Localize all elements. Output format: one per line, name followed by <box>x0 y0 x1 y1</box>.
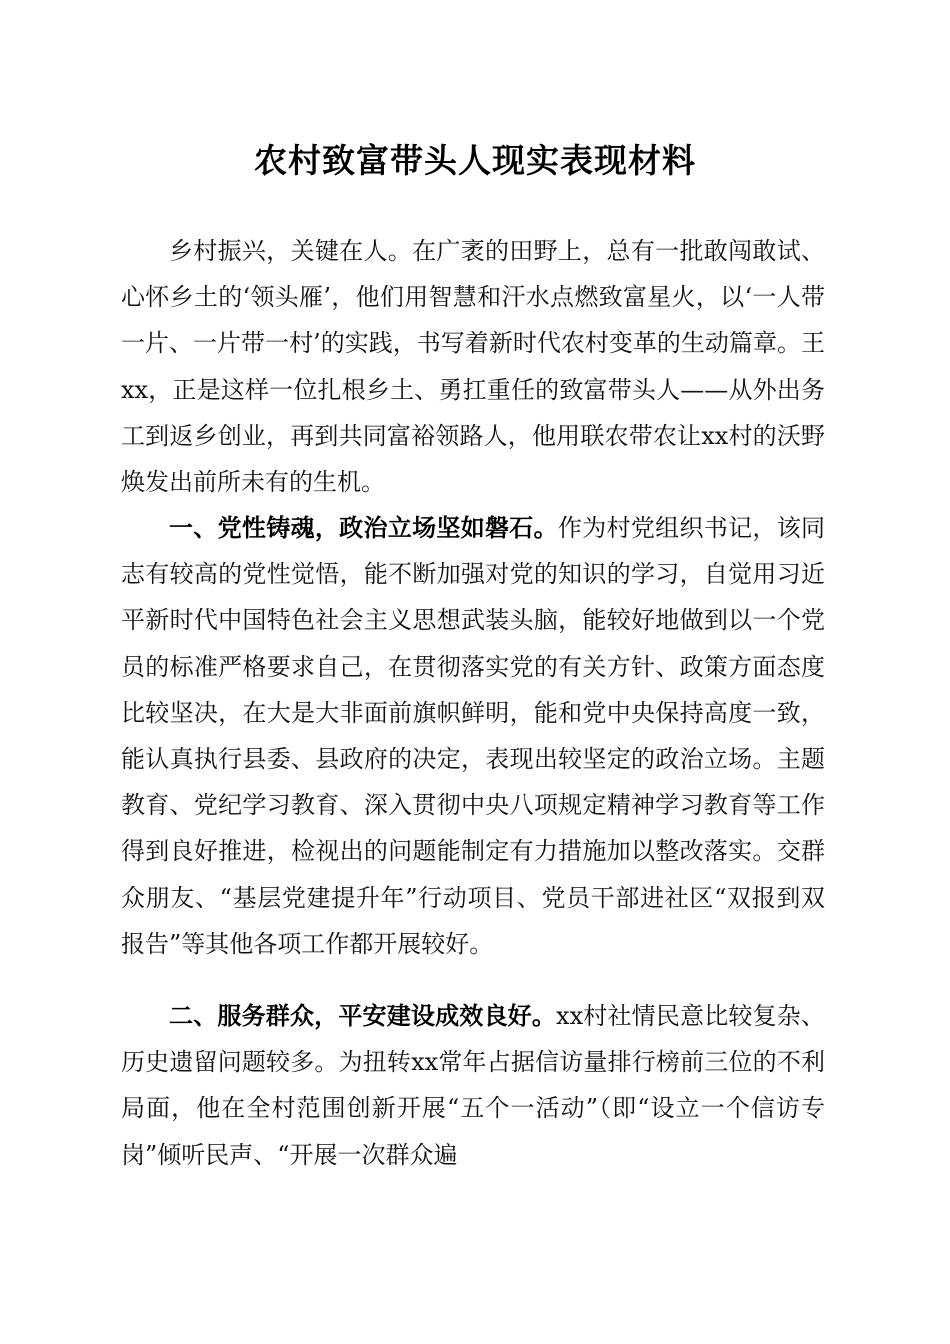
section-1-heading: 一、党性铸魂，政治立场坚如磐石。 <box>169 514 558 542</box>
paragraph-section-2 <box>121 993 825 1178</box>
section-2-text: xx村社情民意比较复杂、历史遗留问题较多。为扭转xx常年占据信访量排行榜前三位的不利局面，他在全村范围创新开展“五个一活动”（即“设立一个信访专岗”倾听民声、“开展一次群众遍 <box>121 1002 825 1169</box>
paragraph-intro <box>121 228 825 505</box>
section-2-heading: 二、服务群众，平安建设成效良好。 <box>169 1002 557 1030</box>
paragraph-section-1 <box>121 505 825 967</box>
section-1-text: 作为村党组织书记，该同志有较高的党性觉悟，能不断加强对党的知识的学习，自觉用习近平新时代中国特色社会主义思想武装头脑，能较好地做到以一个党员的标准严格要求自己，在贯彻落实党的有关方针、政策方面态度比较坚决，在大是大非面前旗帜鲜明，能和党中央保持高度一致，能认真执行县委、县政府的决定，表现出较坚定的政治立场。主题教育、党纪学习教育、深入贯彻中央八项规定精神学习教育等工作得到良好推进，检视出的问题能制定有力措施加以整改落实。交群众朋友、“基层党建提升年”行动项目、党员干部进社区“双报到双报告”等其他各项工作都开展较好。 <box>121 514 825 958</box>
document-title: 农村致富带头人现实表现材料 <box>254 141 696 180</box>
paragraph-intro-text: 乡村振兴，关键在人。在广袤的田野上，总有一批敢闯敢试、心怀乡土的‘领头雁’，他们用智慧和汗水点燃致富星火，以‘一人带一片、一片带一村’的实践，书写着新时代农村变革的生动篇章。王xx，正是这样一位扎根乡土、勇扛重任的致富带头人——从外出务工到返乡创业，再到共同富裕领路人，他用联农带农让xx村的沃野焕发出前所未有的生机。 <box>121 237 825 497</box>
